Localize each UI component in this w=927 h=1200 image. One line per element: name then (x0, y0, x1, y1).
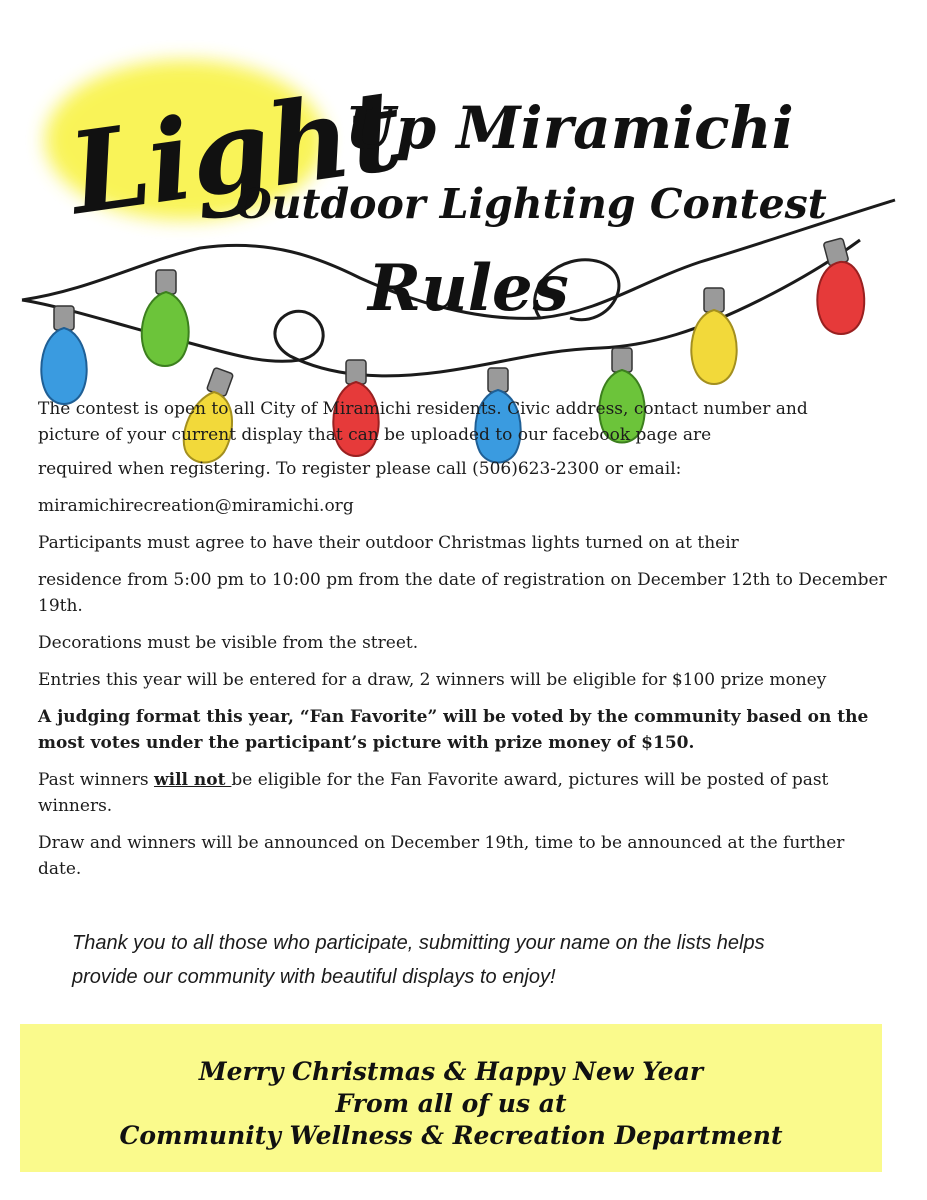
title-up-miramichi: Up Miramichi (345, 94, 794, 162)
rule-eligibility-line1: The contest is open to all City of Miramichi residents. Civic address, contact number and (38, 399, 808, 419)
thank-you-line2: provide our community with beautiful displays to enjoy! (72, 966, 556, 988)
rule-lights-on: Participants must agree to have their outdoor Christmas lights turned on at their (38, 533, 739, 553)
subtitle-outdoor-lighting-contest: Outdoor Lighting Contest (236, 180, 827, 228)
title-rules: Rules (368, 251, 569, 326)
bulb-blue-left (41, 306, 86, 404)
rule-registration: required when registering. To register please call (506)623-2300 or email: (38, 459, 682, 479)
rule-past-winners-after: be eligible for the Fan Favorite award, pictures will be posted of past winners. (38, 770, 829, 816)
rule-past-winners-emphasis: will not (153, 770, 232, 790)
thank-you-message (72, 926, 872, 994)
rule-draw-prize: Entries this year will be entered for a draw, 2 winners will be eligible for $100 prize money (38, 670, 827, 690)
rule-visibility: Decorations must be visible from the street. (38, 633, 419, 653)
rule-past-winners-before: Past winners (38, 770, 154, 790)
rule-schedule: residence from 5:00 pm to 10:00 pm from the date of registration on December 12th to December 19th. (38, 570, 887, 616)
bulb-green-left (142, 270, 189, 366)
title-light: Light (62, 64, 410, 241)
rules-text (38, 396, 888, 893)
rule-announcement: Draw and winners will be announced on December 19th, time to be announced at the further date. (38, 833, 845, 879)
rule-past-winners (38, 767, 888, 819)
bulb-red-right (817, 238, 864, 334)
contact-email: miramichirecreation@miramichi.org (38, 496, 354, 516)
footer-greeting-band (20, 1024, 882, 1172)
thank-you-line1: Thank you to all those who participate, submitting your name on the lists helps (72, 932, 765, 954)
footer-line2: From all of us at (335, 1089, 567, 1118)
bulb-yellow-right (691, 288, 736, 384)
footer-line1: Merry Christmas & Happy New Year (198, 1057, 704, 1086)
footer-greeting (20, 1056, 882, 1152)
footer-line3: Community Wellness & Recreation Department (119, 1121, 783, 1150)
rule-fan-favorite: A judging format this year, “Fan Favorite” will be voted by the community based on the most votes under the participant’s picture with prize money of $150. (38, 707, 869, 753)
rule-eligibility-line2: picture of your current display that can be uploaded to our facebook page are (38, 425, 712, 445)
rule-eligibility (38, 396, 888, 448)
